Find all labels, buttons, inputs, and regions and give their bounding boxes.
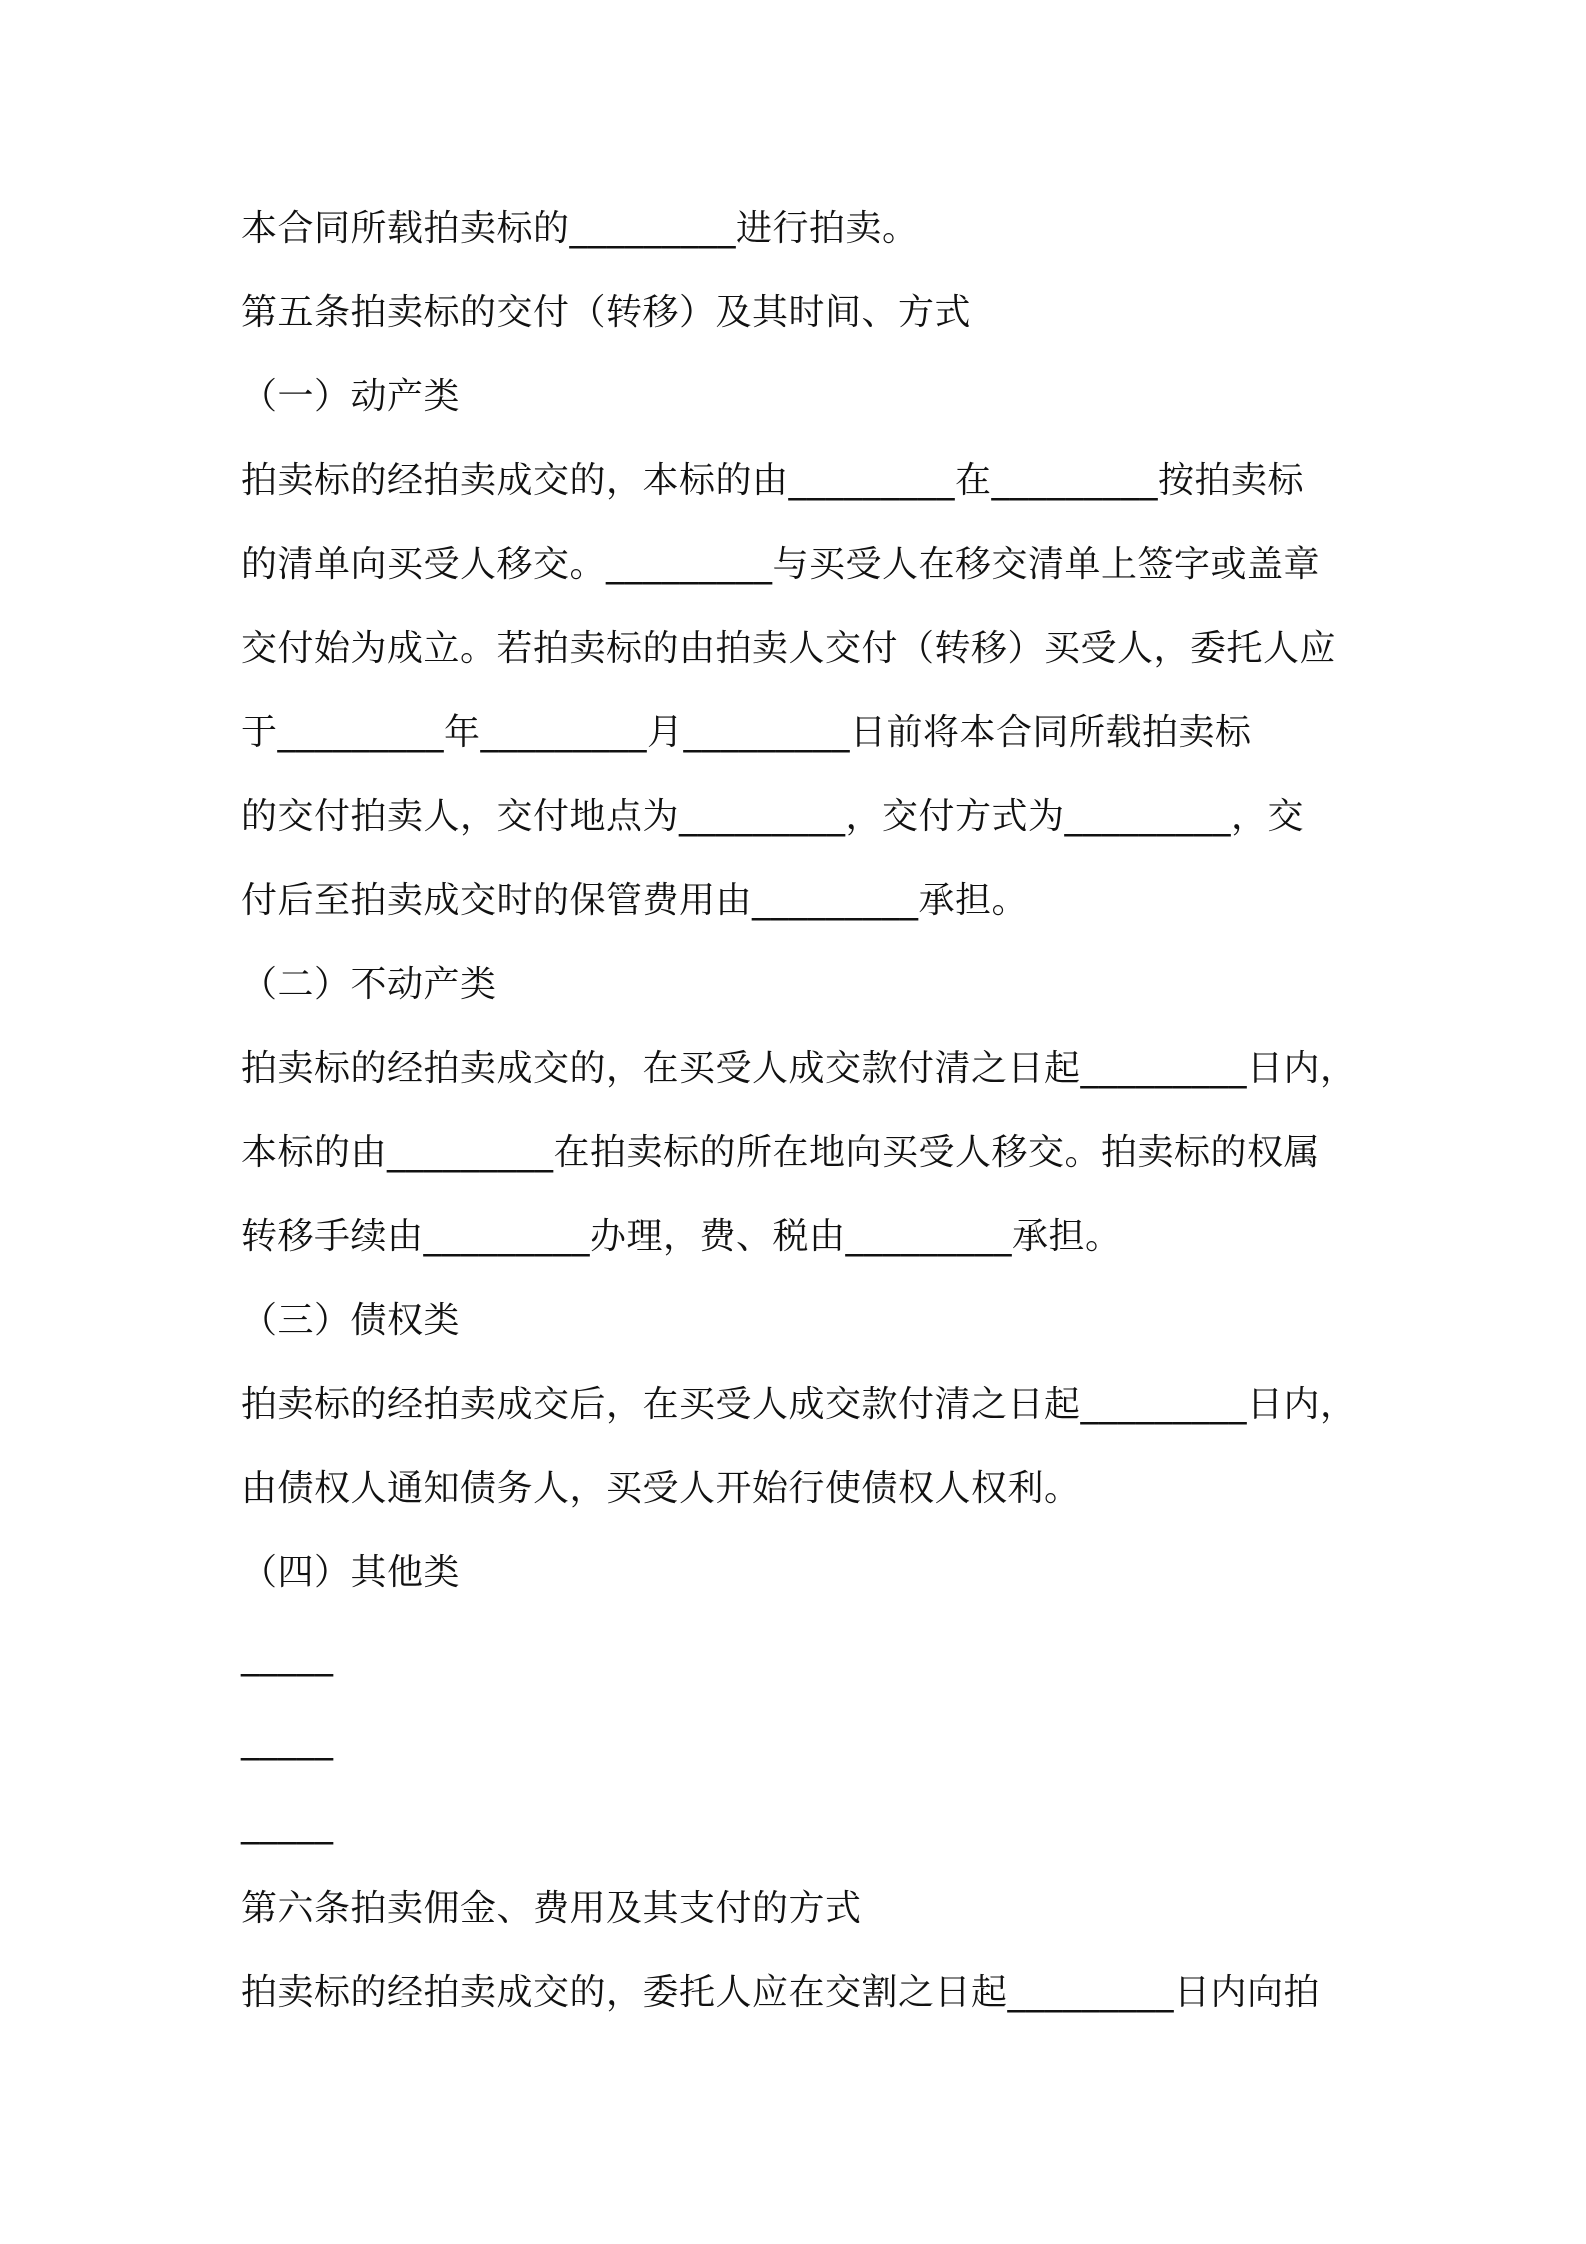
subsection-heading: （二）不动产类 [241,964,497,1005]
text-line: 的清单向买受人移交。_________与买受人在移交清单上签字或盖章 [241,544,1321,585]
text-line: 拍卖标的经拍卖成交的，委托人应在交割之日起_________日内向拍 [241,1972,1321,2013]
blank-line: _____ [241,1804,334,1845]
section-heading: 第六条拍卖佣金、费用及其支付的方式 [241,1888,862,1929]
text-line: 拍卖标的经拍卖成交后，在买受人成交款付清之日起_________日内， [241,1384,1357,1425]
blank-line: _____ [241,1636,334,1677]
subsection-heading: （一）动产类 [241,376,461,417]
text-line: 付后至拍卖成交时的保管费用由_________承担。 [241,880,1029,921]
text-line: 本合同所载拍卖标的_________进行拍卖。 [241,208,919,249]
text-line: 的交付拍卖人，交付地点为_________，交付方式为_________，交 [241,796,1305,837]
text-line: 转移手续由_________办理，费、税由_________承担。 [241,1216,1122,1257]
subsection-heading: （三）债权类 [241,1300,461,1341]
text-line: 拍卖标的经拍卖成交的，本标的由_________在_________按拍卖标 [241,460,1305,501]
section-heading: 第五条拍卖标的交付（转移）及其时间、方式 [241,292,972,333]
text-line: 交付始为成立。若拍卖标的由拍卖人交付（转移）买受人，委托人应 [241,628,1337,669]
text-line: 拍卖标的经拍卖成交的，在买受人成交款付清之日起_________日内， [241,1048,1357,1089]
text-line: 于_________年_________月_________日前将本合同所载拍卖标 [241,712,1252,753]
blank-line: _____ [241,1720,334,1761]
subsection-heading: （四）其他类 [241,1552,461,1593]
text-line: 本标的由_________在拍卖标的所在地向买受人移交。拍卖标的权属 [241,1132,1321,1173]
text-line: 由债权人通知债务人，买受人开始行使债权人权利。 [241,1468,1081,1509]
